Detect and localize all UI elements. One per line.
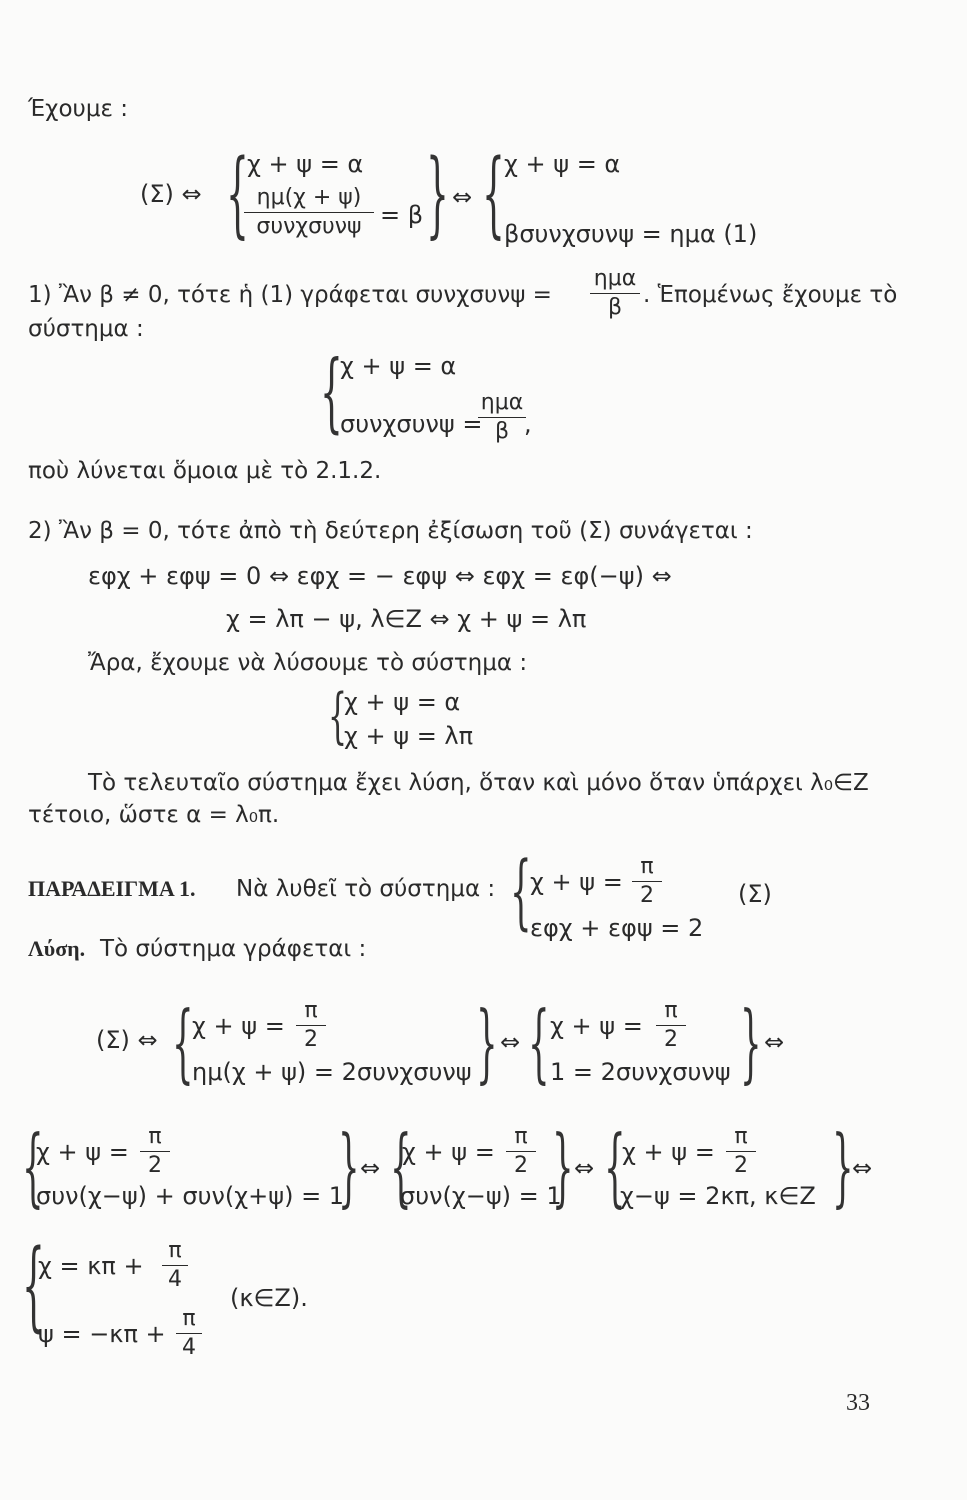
sys1r-eq2: βσυνχσυνψ = ημα (1) xyxy=(504,220,758,248)
left-brace: { xyxy=(390,1118,412,1219)
fraction-numerator: π xyxy=(168,1238,182,1263)
solved-text: ποὺ λύνεται ὅμοια μὲ τὸ 2.1.2. xyxy=(28,458,382,484)
pi-half-fraction xyxy=(726,1126,756,1177)
example-text: Νὰ λυθεῖ τὸ σύστημα : xyxy=(236,876,496,902)
sys1-arrow: ⇔ xyxy=(452,183,473,211)
left-brace: { xyxy=(482,142,505,249)
left-brace: { xyxy=(22,1231,45,1343)
sys2-fraction xyxy=(478,392,526,443)
s4r-eq1: χ + ψ = xyxy=(550,1012,643,1040)
eq-line-2: χ = λπ − ψ, λ∈Z ⇔ χ + ψ = λπ xyxy=(226,605,587,633)
left-brace: { xyxy=(510,844,532,941)
fraction-denominator: 2 xyxy=(664,1027,678,1052)
left-brace: { xyxy=(172,994,194,1095)
fin-eq2: ψ = −κπ + xyxy=(38,1320,166,1348)
fraction-bar xyxy=(726,1151,756,1152)
ex-eq1: χ + ψ = xyxy=(530,868,623,896)
s7-arrow: ⇔ xyxy=(852,1154,873,1182)
pi-half-fraction xyxy=(506,1126,536,1177)
fraction-bar xyxy=(244,212,374,213)
left-brace: { xyxy=(604,1118,626,1219)
pi-half-fraction xyxy=(656,1000,686,1051)
fraction-denominator: 4 xyxy=(168,1267,182,1292)
fraction-bar xyxy=(176,1333,202,1334)
pi-half-fraction xyxy=(140,1126,170,1177)
fraction-numerator: π xyxy=(640,854,654,879)
s4-eq1: χ + ψ = xyxy=(192,1012,285,1040)
s5-eq1: χ + ψ = xyxy=(36,1138,129,1166)
case1-text-cont: . Ἑπομένως ἔχουμε τὸ xyxy=(643,282,898,308)
s4-arrow: ⇔ xyxy=(500,1028,521,1056)
fraction-bar xyxy=(140,1151,170,1152)
sys2-eq1: χ + ψ = α xyxy=(340,352,457,380)
fraction-denominator: συνχσυνψ xyxy=(256,214,362,239)
s4-eq2: ημ(χ + ψ) = 2συνχσυνψ xyxy=(192,1058,472,1086)
s6-eq1: χ + ψ = xyxy=(402,1138,495,1166)
s5-eq2: συν(χ−ψ) + συν(χ+ψ) = 1 xyxy=(36,1182,345,1210)
fraction-denominator: 2 xyxy=(304,1027,318,1052)
sys2-eq2: συνχσυνψ = xyxy=(340,410,483,438)
pi-half-fraction xyxy=(296,1000,326,1051)
case1-fraction xyxy=(590,268,640,319)
fraction-bar xyxy=(656,1025,686,1026)
pi-quarter-fraction xyxy=(162,1240,188,1291)
fraction-denominator: 2 xyxy=(148,1153,162,1178)
right-brace: } xyxy=(426,142,449,249)
fraction-bar xyxy=(590,293,640,294)
s6-arrow: ⇔ xyxy=(574,1154,595,1182)
case1-system-word: σύστημα : xyxy=(28,316,144,342)
left-brace: { xyxy=(320,344,343,444)
fraction-numerator: ημα xyxy=(593,266,637,291)
fraction-numerator: π xyxy=(734,1124,748,1149)
intro-text: Έχουμε : xyxy=(28,96,128,122)
sys3-eq1: χ + ψ = α xyxy=(344,688,461,716)
fraction-denominator: 4 xyxy=(182,1335,196,1360)
fraction-denominator: 2 xyxy=(640,883,654,908)
solution-title: Λύση. xyxy=(28,936,86,961)
page-number: 33 xyxy=(846,1390,870,1416)
fraction-numerator: ημ(χ + ψ) xyxy=(256,185,362,210)
example-title: ΠΑΡΑΔΕΙΓΜΑ 1. xyxy=(28,876,196,901)
eq-line-1: εφχ + εφψ = 0 ⇔ εφχ = − εφψ ⇔ εφχ = εφ(−ψ) ⇔ xyxy=(88,562,672,590)
s5-arrow: ⇔ xyxy=(360,1154,381,1182)
right-brace: } xyxy=(338,1118,360,1219)
fraction-bar xyxy=(296,1025,326,1026)
fraction-bar xyxy=(632,881,662,882)
pi-half-fraction xyxy=(632,856,662,907)
left-brace: { xyxy=(22,1118,44,1219)
right-brace: } xyxy=(740,994,762,1095)
fraction-numerator: π xyxy=(182,1306,196,1331)
s4-label: (Σ) ⇔ xyxy=(96,1026,158,1054)
fin-eq1: χ = κπ + xyxy=(38,1252,144,1280)
fraction-denominator: 2 xyxy=(734,1153,748,1178)
conclusion-text: Τὸ τελευταῖο σύστημα ἔχει λύση, ὅταν καὶ μόνο ὅταν ὑπάρχει λ₀∈Z xyxy=(88,770,869,796)
s7-eq2: χ−ψ = 2κπ, κ∈Z xyxy=(620,1182,816,1210)
sys2-comma: , xyxy=(524,410,532,438)
sys3-eq2: χ + ψ = λπ xyxy=(344,722,474,750)
right-brace: } xyxy=(832,1118,854,1219)
fraction-numerator: π xyxy=(514,1124,528,1149)
sys1-eq1: χ + ψ = α xyxy=(247,150,364,178)
s6-eq2: συν(χ−ψ) = 1 xyxy=(400,1182,562,1210)
sys1-label: (Σ) ⇔ xyxy=(140,180,202,208)
fraction-numerator: π xyxy=(664,998,678,1023)
left-brace: { xyxy=(226,142,249,249)
fraction-bar xyxy=(478,417,526,418)
fraction-numerator: π xyxy=(304,998,318,1023)
s7-eq1: χ + ψ = xyxy=(622,1138,715,1166)
fraction-numerator: ημα xyxy=(480,390,524,415)
conclusion-text-cont: τέτοιο, ὥστε α = λ₀π. xyxy=(28,802,280,828)
fraction-denominator: 2 xyxy=(514,1153,528,1178)
pi-quarter-fraction xyxy=(176,1308,202,1359)
ara-text: Ἄρα, ἔχουμε νὰ λύσουμε τὸ σύστημα : xyxy=(88,650,528,676)
sys1-frac-rhs: = β xyxy=(380,201,424,229)
fraction-numerator: π xyxy=(148,1124,162,1149)
left-brace: { xyxy=(528,994,550,1095)
fraction-denominator: β xyxy=(494,419,510,444)
fraction-bar xyxy=(162,1265,188,1266)
fraction-bar xyxy=(506,1151,536,1152)
case2-text: 2) Ἂν β = 0, τότε ἀπὸ τὴ δεύτερη ἐξίσωση τοῦ (Σ) συνάγεται : xyxy=(28,518,753,544)
s4r-arrow: ⇔ xyxy=(764,1028,785,1056)
ex-eq2: εφχ + εφψ = 2 xyxy=(530,914,704,942)
s4r-eq2: 1 = 2συνχσυνψ xyxy=(550,1058,731,1086)
sys1-fraction xyxy=(244,187,374,238)
left-brace: { xyxy=(328,682,348,752)
sys1r-eq1: χ + ψ = α xyxy=(504,150,621,178)
right-brace: } xyxy=(476,994,498,1095)
fin-note: (κ∈Z). xyxy=(230,1284,308,1312)
ex-label: (Σ) xyxy=(738,880,772,908)
case1-text: 1) Ἂν β ≠ 0, τότε ἡ (1) γράφεται συνχσυνψ = xyxy=(28,282,552,308)
fraction-denominator: β xyxy=(607,295,623,320)
solution-text: Τὸ σύστημα γράφεται : xyxy=(100,936,367,962)
right-brace: } xyxy=(552,1118,574,1219)
